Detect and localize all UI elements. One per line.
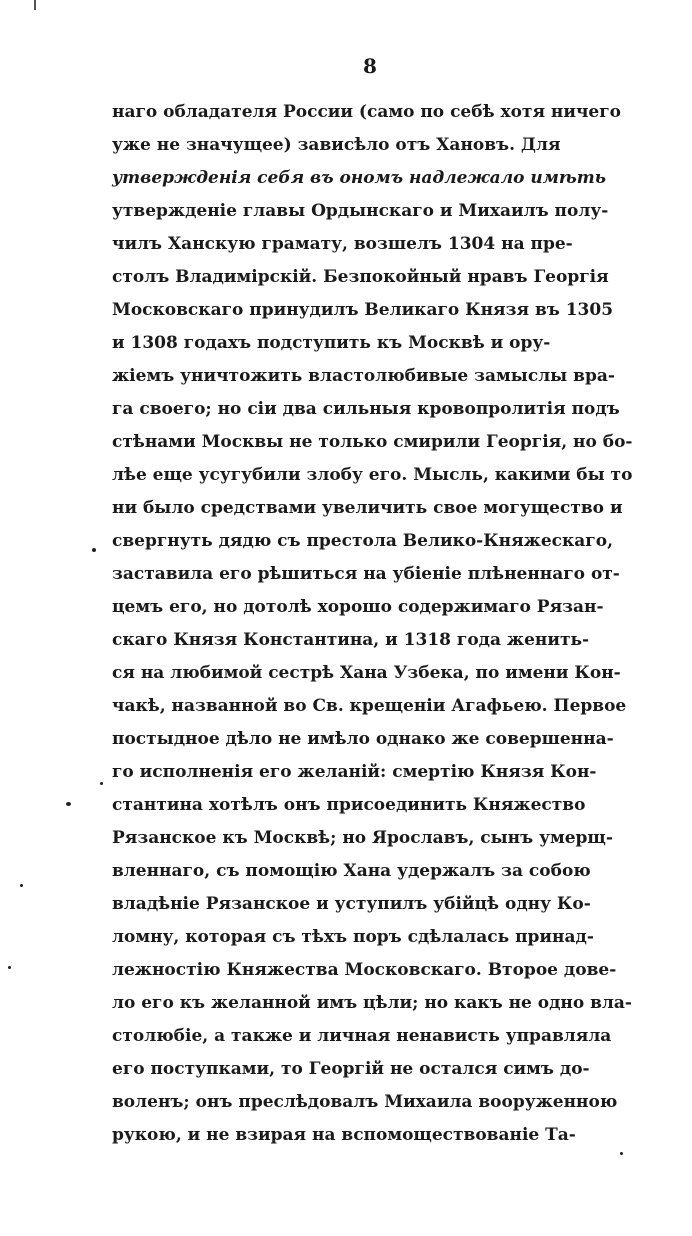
text-line: скаго Князя Константина, и 1318 года женить- [112,630,590,650]
text-line: Московскаго принудилъ Великаго Князя въ 1305 [112,300,614,320]
text-line: вленнаго, съ помощію Хана удержалъ за собою [112,861,591,881]
text-line: рукою, и не взирая на вспомоществованіе Та- [112,1125,576,1145]
text-line: уже не значущее) зависѣло отъ Хановъ. Для [112,135,561,155]
text-line: ся на любимой сестрѣ Хана Узбека, по имени Кон- [112,663,621,683]
scan-speck [620,1152,623,1155]
text-line: го исполненія его желаній: смертію Князя Кон- [112,762,597,782]
text-line: заставила его рѣшиться на убіеніе плѣненнаго от- [112,564,620,584]
text-line: свергнуть дядю съ престола Велико-Княжескаго, [112,531,613,551]
text-line: столюбіе, а также и личная ненависть управляла [112,1026,612,1046]
text-line: его поступками, то Георгій не остался симъ до- [112,1059,590,1079]
text-line: наго обладателя России (само по себѣ хотя ничего [112,102,621,122]
page-number: 8 [363,54,377,78]
text-line-italic: утвержденія себя въ ономъ надлежало имѣть [112,168,606,188]
text-line: утвержденіе главы Ордынскаго и Михаилъ полу- [112,201,609,221]
text-line: жіемъ уничтожить властолюбивые замыслы вра- [112,366,615,386]
scan-speck [92,548,96,552]
text-line: владѣніе Рязанское и уступилъ убійцѣ одну Ко- [112,894,591,914]
text-line: стантина хотѣлъ онъ присоединить Княжество [112,795,586,815]
text-line [112,162,632,195]
text-line: га своего; но сіи два сильныя кровопролитія подъ [112,399,620,419]
text-line: чилъ Ханскую грамату, возшелъ 1304 на пре- [112,234,573,254]
text-line: стѣнами Москвы не только смирили Георгія, но бо- [112,432,633,452]
text-line: ломну, которая съ тѣхъ поръ сдѣлалась принад- [112,927,594,947]
text-line: цемъ его, но дотолѣ хорошо содержимаго Рязан- [112,597,604,617]
scan-speck [20,884,23,887]
page-edge-mark [34,0,36,10]
text-line: столъ Владимірскій. Безпокойный нравъ Георгія [112,267,609,287]
scan-speck [100,782,103,785]
text-line: Рязанское къ Москвѣ; но Ярославъ, сынъ умерщ- [112,828,613,848]
text-line: постыдное дѣло не имѣло однако же совершенна- [112,729,614,749]
text-line: и 1308 годахъ подступить къ Москвѣ и ору- [112,333,551,353]
text-line: лѣе еще усугубили злобу его. Мысль, какими бы то [112,465,633,485]
text-line: чакѣ, названной во Св. крещеніи Агафьею. Первое [112,696,627,716]
scan-speck [8,966,11,969]
body-text [112,96,632,1152]
scan-speck [66,802,71,806]
text-line: ло его къ желанной имъ цѣли; но какъ не одно вла- [112,993,632,1013]
text-line: воленъ; онъ преслѣдовалъ Михаила вооруженною [112,1092,618,1112]
text-line: лежностію Княжества Московскаго. Второе дове- [112,960,617,980]
text-line: ни было средствами увеличить свое могущество и [112,498,623,518]
